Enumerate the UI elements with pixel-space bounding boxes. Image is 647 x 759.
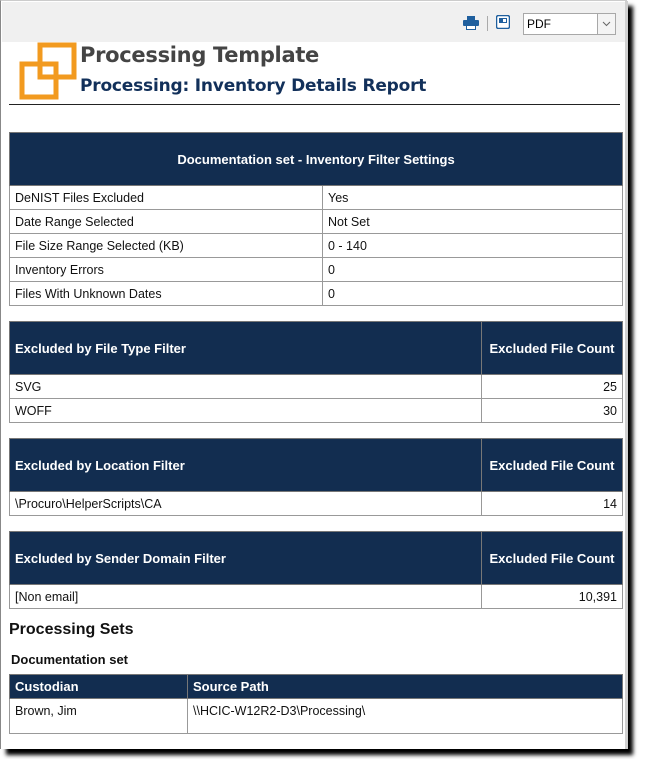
inventory-filter-settings-table (9, 132, 623, 306)
table-row (10, 210, 623, 234)
table-row (10, 258, 623, 282)
save-icon[interactable] (496, 15, 510, 29)
setting-value: Yes (323, 186, 623, 210)
setting-value: 0 (323, 282, 623, 306)
printer-icon[interactable] (463, 16, 479, 30)
export-format-value: PDF (527, 17, 551, 31)
file-type-name: SVG (10, 375, 482, 399)
excluded-count: 30 (482, 399, 623, 423)
file-type-header: Excluded by File Type Filter (10, 322, 482, 375)
setting-label: DeNIST Files Excluded (10, 186, 323, 210)
report-template-title: Processing Template (80, 43, 319, 67)
table-row (10, 282, 623, 306)
processing-sets-table (9, 674, 623, 734)
sender-domain-filter-table (9, 531, 623, 609)
vertical-scrollbar[interactable] (625, 1, 628, 749)
location-header: Excluded by Location Filter (10, 439, 482, 492)
excluded-count-header: Excluded File Count (482, 532, 623, 585)
location-path: \Procuro\HelperScripts\CA (10, 492, 482, 516)
source-path-column-header: Source Path (188, 675, 623, 699)
table-row (10, 699, 623, 734)
custodian-name: Brown, Jim (10, 699, 188, 734)
excluded-count: 25 (482, 375, 623, 399)
setting-value: Not Set (323, 210, 623, 234)
sender-domain-name: [Non email] (10, 585, 482, 609)
file-type-filter-table (9, 321, 623, 423)
header-divider (9, 104, 620, 105)
processing-set-name: Documentation set (11, 652, 129, 667)
table-row (10, 186, 623, 210)
custodian-column-header: Custodian (10, 675, 188, 699)
processing-sets-heading: Processing Sets (9, 621, 134, 638)
table-row (10, 375, 623, 399)
chevron-down-icon[interactable] (597, 14, 615, 34)
setting-value: 0 (323, 258, 623, 282)
table-row (10, 399, 623, 423)
setting-label: Inventory Errors (10, 258, 323, 282)
setting-value: 0 - 140 (323, 234, 623, 258)
location-filter-table (9, 438, 623, 516)
excluded-count-header: Excluded File Count (482, 322, 623, 375)
excluded-count: 14 (482, 492, 623, 516)
report-subtitle: Processing: Inventory Details Report (80, 76, 427, 96)
source-path: \\HCIC-W12R2-D3\Processing\ (188, 699, 623, 734)
table-row (10, 492, 623, 516)
setting-label: Date Range Selected (10, 210, 323, 234)
file-type-name: WOFF (10, 399, 482, 423)
excluded-count-header: Excluded File Count (482, 439, 623, 492)
toolbar-divider (487, 16, 488, 31)
sender-domain-header: Excluded by Sender Domain Filter (10, 532, 482, 585)
table-row (10, 234, 623, 258)
processing-logo-icon (19, 42, 77, 105)
report-toolbar (2, 2, 625, 42)
setting-label: Files With Unknown Dates (10, 282, 323, 306)
excluded-count: 10,391 (482, 585, 623, 609)
export-format-select[interactable] (523, 13, 616, 35)
filter-settings-header: Documentation set - Inventory Filter Settings (10, 133, 623, 186)
table-row (10, 585, 623, 609)
setting-label: File Size Range Selected (KB) (10, 234, 323, 258)
